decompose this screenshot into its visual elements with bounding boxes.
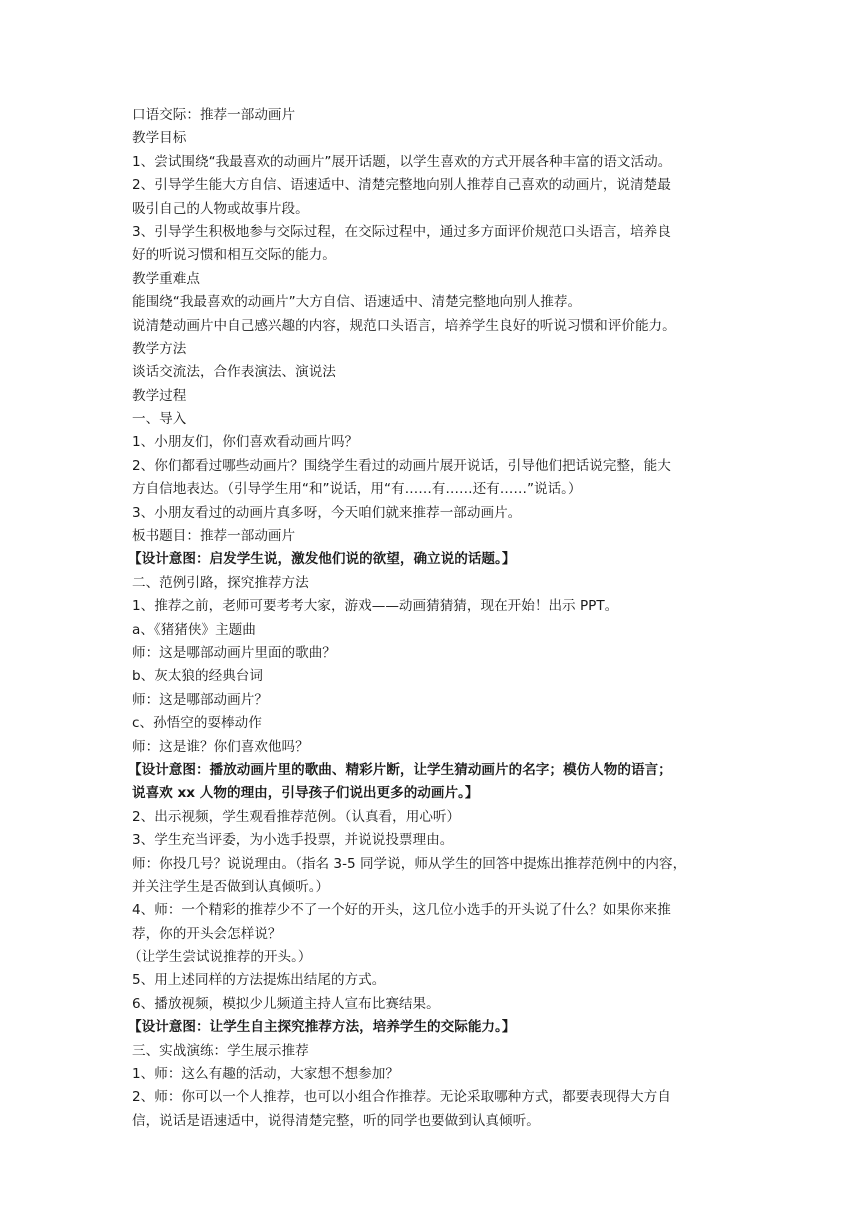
paragraph-line: 方自信地表达。（引导学生用“和”说话，用“有……有……还有……”说话。） <box>132 481 582 498</box>
doc-title: 口语交际：推荐一部动画片 <box>132 107 296 123</box>
paragraph-line: 4、师：一个精彩的推荐少不了一个好的开头，这几位小选手的开头说了什么？如果你来推 <box>132 902 671 919</box>
paragraph-line: 并关注学生是否做到认真倾听。） <box>132 878 330 895</box>
paragraph-line: 1、尝试围绕“我最喜欢的动画片”展开话题，以学生喜欢的方式开展各种丰富的语文活动。 <box>132 153 672 170</box>
paragraph-line: b、灰太狼的经典台词 <box>132 668 263 685</box>
paragraph-line: 谈话交流法，合作表演法、演说法 <box>132 364 336 381</box>
paragraph-line: 3、引导学生积极地参与交际过程，在交际过程中，通过多方面评价规范口头语言，培养良 <box>132 223 671 240</box>
paragraph-line: 信，说话是语速适中，说得清楚完整，听的同学也要做到认真倾听。 <box>132 1112 540 1129</box>
subsection-heading: 二、范例引路，探究推荐方法 <box>132 574 309 591</box>
paragraph-line: 师：你投几号？说说理由。（指名 3-5 同学说，师从学生的回答中提炼出推荐范例中的内容， <box>132 855 687 872</box>
design-intent-note: 【设计意图：播放动画片里的歌曲、精彩片断，让学生猜动画片的名字；模仿人物的语言； <box>128 761 672 778</box>
subsection-heading: 三、实战演练：学生展示推荐 <box>132 1042 309 1059</box>
paragraph-line: 1、师：这么有趣的活动，大家想不想参加？ <box>132 1066 399 1083</box>
subsection-heading: 一、导入 <box>132 411 187 428</box>
paragraph-line: 说清楚动画片中自己感兴趣的内容，规范口头语言，培养学生良好的听说习惯和评价能力。 <box>132 317 676 334</box>
paragraph-line: 2、师：你可以一个人推荐，也可以小组合作推荐。无论采取哪种方式，都要表现得大方自 <box>132 1089 671 1106</box>
paragraph-line: 1、推荐之前，老师可要考考大家，游戏——动画猜猜猜，现在开始！出示 PPT。 <box>132 598 619 615</box>
paragraph-line: a、《猪猪侠》主题曲 <box>132 621 256 638</box>
paragraph-line: c、孙悟空的耍棒动作 <box>132 715 262 732</box>
section-heading: 教学目标 <box>132 130 187 147</box>
design-intent-note: 【设计意图：启发学生说，激发他们说的欲望，确立说的话题。】 <box>128 551 516 568</box>
paragraph-line: 2、引导学生能大方自信、语速适中、清楚完整地向别人推荐自己喜欢的动画片，说清楚最 <box>132 177 671 194</box>
design-intent-note: 【设计意图：让学生自主探究推荐方法，培养学生的交际能力。】 <box>128 1019 516 1036</box>
paragraph-line: 3、小朋友看过的动画片真多呀，今天咱们就来推荐一部动画片。 <box>132 504 522 521</box>
paragraph-line: 师：这是哪部动画片里面的歌曲？ <box>132 644 336 661</box>
paragraph-line: 师：这是谁？你们喜欢他吗？ <box>132 738 309 755</box>
paragraph-line: 1、小朋友们，你们喜欢看动画片吗？ <box>132 434 359 451</box>
paragraph-line: 能围绕“我最喜欢的动画片”大方自信、语速适中、清楚完整地向别人推荐。 <box>132 294 582 311</box>
paragraph-line: 5、用上述同样的方法提炼出结尾的方式。 <box>132 972 386 989</box>
section-heading: 教学重难点 <box>132 270 200 287</box>
paragraph-line: 2、出示视频，学生观看推荐范例。（认真看，用心听） <box>132 808 461 825</box>
paragraph-line: 吸引自己的人物或故事片段。 <box>132 200 309 217</box>
paragraph-line: 6、播放视频，模拟少儿频道主持人宣布比赛结果。 <box>132 995 440 1012</box>
document-body <box>128 104 738 1133</box>
paragraph-line: 师：这是哪部动画片？ <box>132 691 268 708</box>
paragraph-line: 板书题目：推荐一部动画片 <box>132 528 296 545</box>
design-intent-note: 说喜欢 xx 人物的理由，引导孩子们说出更多的动画片。】 <box>132 785 479 802</box>
paragraph-line: 好的听说习惯和相互交际的能力。 <box>132 247 336 264</box>
paragraph-line: （让学生尝试说推荐的开头。） <box>128 949 312 966</box>
paragraph-line: 3、学生充当评委，为小选手投票，并说说投票理由。 <box>132 832 454 849</box>
section-heading: 教学过程 <box>132 387 187 404</box>
paragraph-line: 2、你们都看过哪些动画片？围绕学生看过的动画片展开说话，引导他们把话说完整，能大 <box>132 457 671 474</box>
section-heading: 教学方法 <box>132 340 187 357</box>
paragraph-line: 荐，你的开头会怎样说？ <box>132 925 282 942</box>
